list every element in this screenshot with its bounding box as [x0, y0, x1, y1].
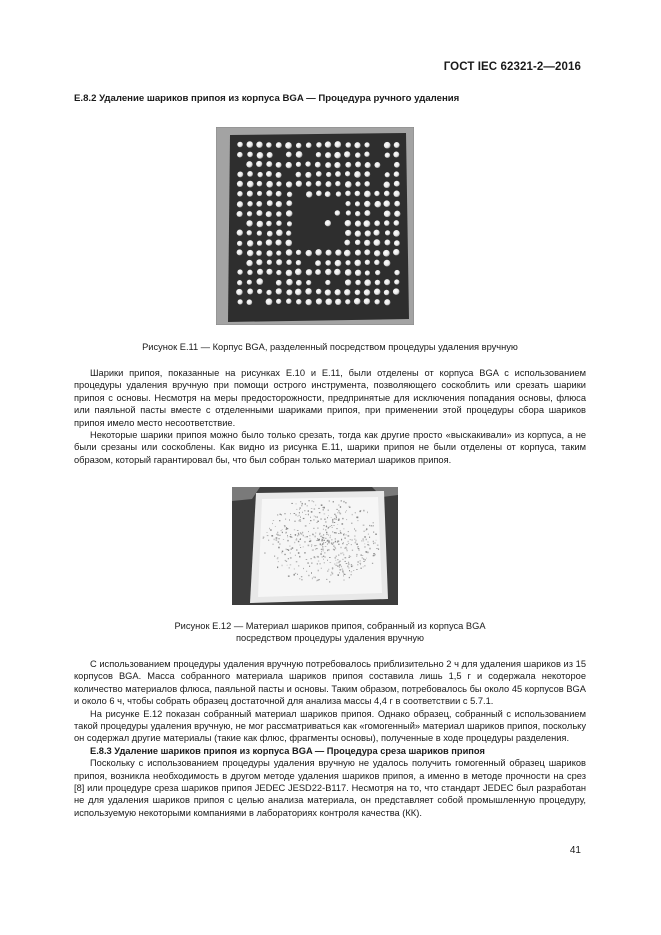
figure-e12-photo — [232, 487, 398, 605]
paragraph: С использованием процедуры удаления вручную потребовалось приблизительно 2 ч для удаления шариков из 15 корпусов BGA. Масса собранного материала шариков припоя составила лишь 1,5 г и содержала некоторое количество материалов флюса, паяльной пасты и основы. Таким образом, потребовалось бы около 45 корпусов BGA и около 6 ч, чтобы собрать образец достаточной для анализа массы 4,4 г в соответствии с 5.7.1. — [74, 659, 586, 707]
body-text-block-a — [74, 367, 586, 466]
solder-ball-material-image — [232, 487, 398, 605]
body-text-block-b — [74, 658, 586, 819]
figure-e12-caption — [74, 620, 586, 644]
paragraph: Поскольку с использованием процедуры удаления вручную не удалось получить гомогенный образец шариков припоя, возникла необходимость в другом методе удаления шариков припоя, а именно в методе прочности на срез [8] или процедуре среза шариков припоя JEDEC JESD22-B117. Несмотря на то, что стандарт JEDEC был разработан не для удаления шариков припоя с целью анализа материала, он представляет собой промышленную процедуру, используемую некоторыми компаниями в лабораториях контроля качества (КК). — [74, 758, 586, 818]
section-title-e83: Е.8.3 Удаление шариков припоя из корпуса BGA — Процедура среза шариков припоя — [90, 745, 485, 756]
paragraph: Шарики припоя, показанные на рисунках Е.10 и Е.11, были отделены от корпуса BGA с использованием процедуры удаления вручную при помощи острого инструмента, позволяющего соскоблить или срезать шарики припоя с основы. Несмотря на меры предосторожности, предпринятые для исключения попадания основы, флюса или паяльной пасты вместе с отделенными шариками припоя, при применении этой процедуры сбора шариков припоя имело место несоответствие. — [74, 368, 586, 428]
document-code: ГОСТ IEC 62321-2—2016 — [443, 61, 581, 73]
paragraph: Некоторые шарики припоя можно было только срезать, тогда как другие просто «выскакивали» из корпуса, а не были срезаны или соскоблены. Как видно из рисунка Е.11, шарики припоя не были отделены от корпуса, таким образом, который гарантировал бы, что был собран только материал шариков припоя. — [74, 430, 586, 465]
section-title-e82: Е.8.2 Удаление шариков припоя из корпуса BGA — Процедура ручного удаления — [74, 93, 460, 104]
figure-e11-caption: Рисунок Е.11 — Корпус BGA, разделенный посредством процедуры удаления вручную — [142, 342, 518, 352]
figure-e12-caption-line-1: Рисунок Е.12 — Материал шариков припоя, собранный из корпуса BGA — [174, 621, 486, 631]
page-number: 41 — [569, 845, 581, 856]
figure-e12-caption-line-2: посредством процедуры удаления вручную — [236, 633, 424, 643]
paragraph: На рисунке Е.12 показан собранный материал шариков припоя. Однако образец, собранный с использованием такой процедуры удаления вручную, не мог рассматриваться как «гомогенный» материал шариков припоя, поскольку он содержал другие материалы (такие как флюс, фрагменты основы), полученные в ходе процедуры разделения. — [74, 708, 586, 744]
figure-e11-photo — [216, 127, 414, 325]
bga-package-image — [216, 127, 414, 325]
